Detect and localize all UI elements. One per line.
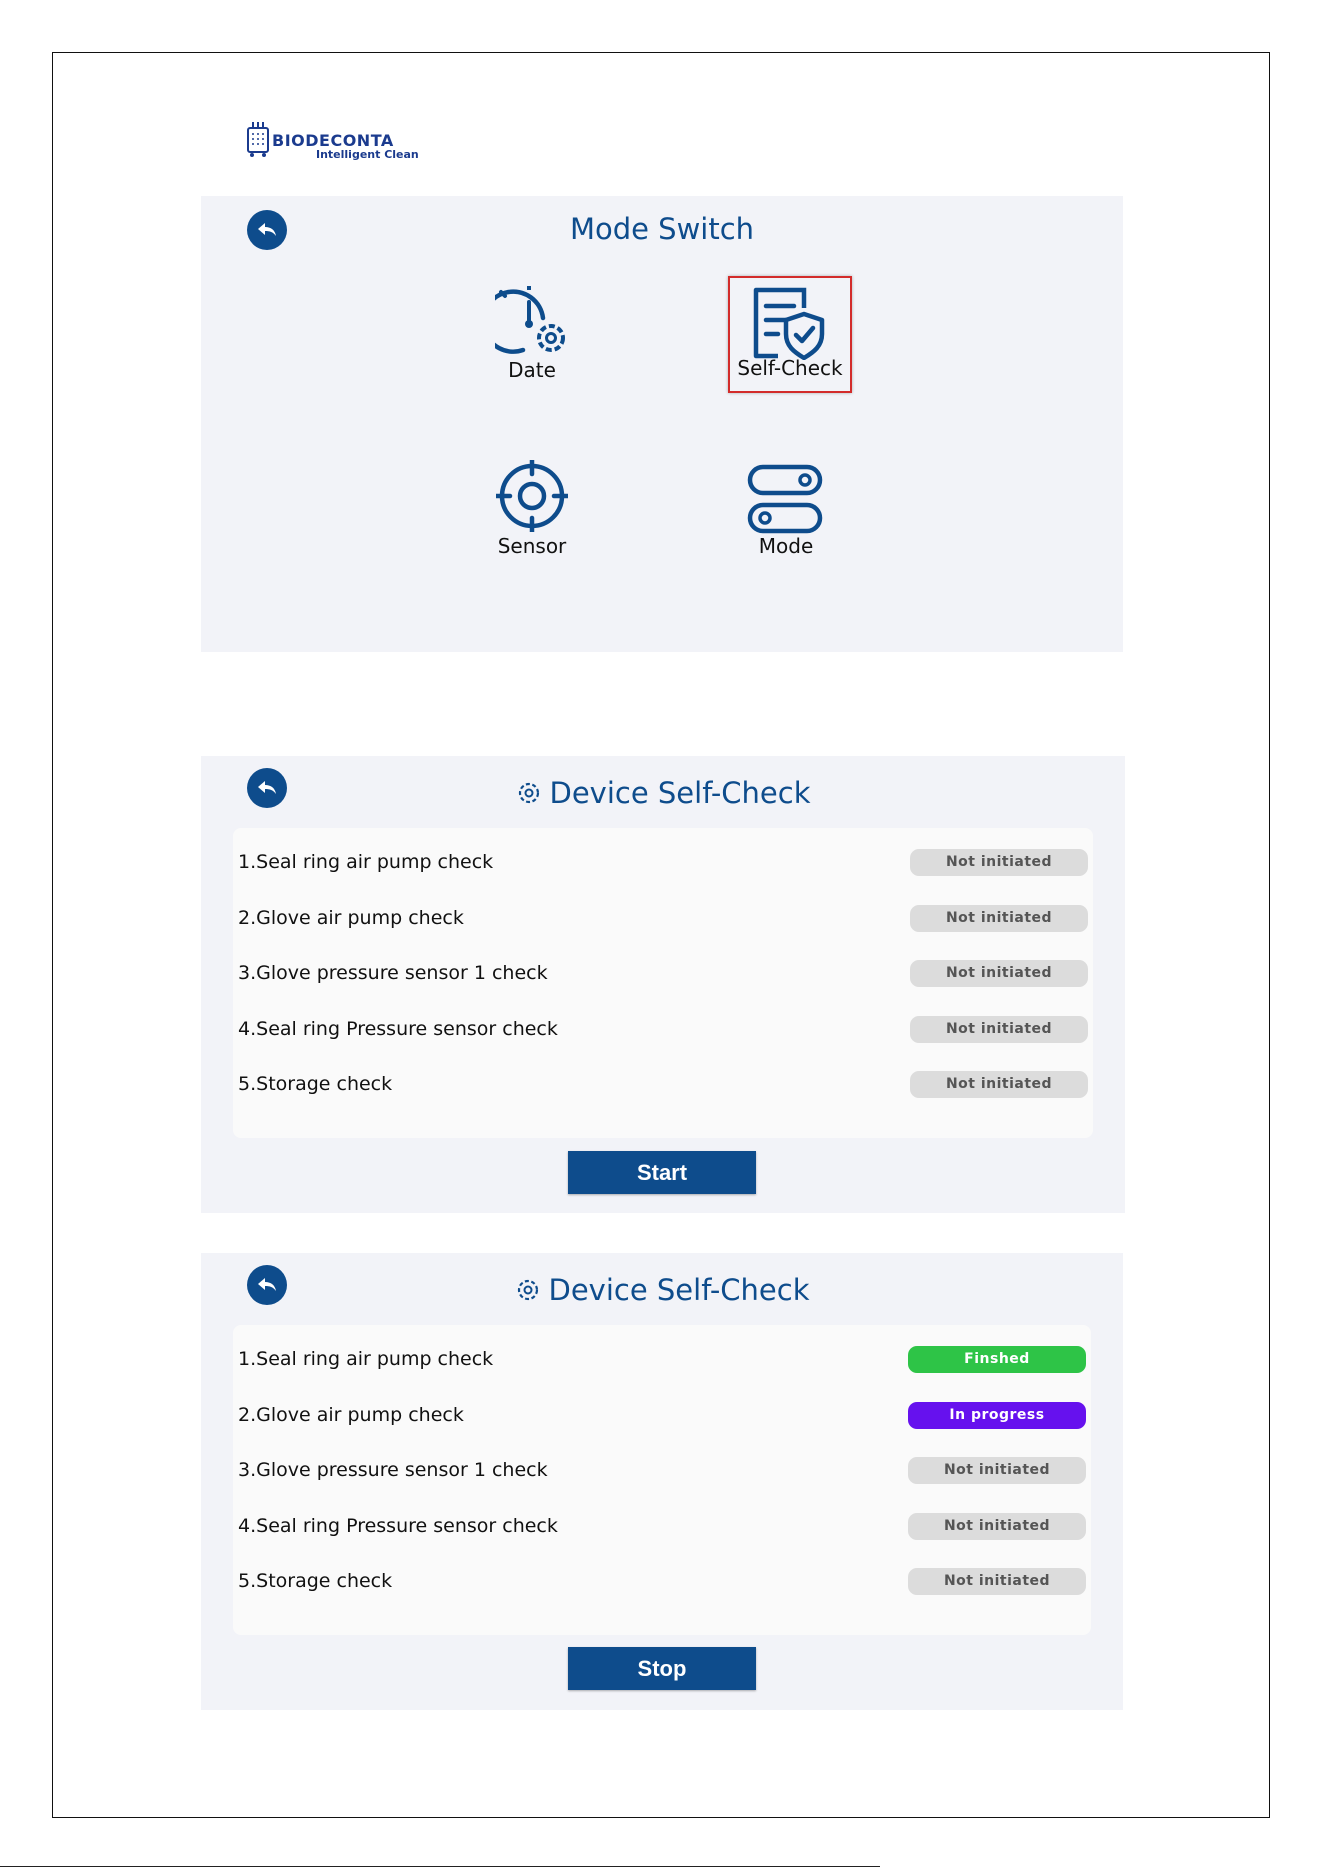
page-title: Device Self-Check [548,1273,810,1307]
check-list [233,828,1093,1138]
page-title: Device Self-Check [549,776,811,810]
check-label: 3.Glove pressure sensor 1 check [238,1459,548,1481]
status-badge: Not initiated [908,1457,1086,1484]
document-shield-icon [752,286,832,360]
list-item [238,1395,1086,1435]
list-item [238,842,1088,882]
status-badge: Not initiated [910,960,1088,987]
brand-name: BIODECONTA [272,131,394,150]
check-label: 1.Seal ring air pump check [238,1348,494,1370]
list-item [238,953,1088,993]
check-label: 4.Seal ring Pressure sensor check [238,1515,558,1537]
tile-date[interactable] [477,284,587,394]
list-item [238,1506,1086,1546]
device-logo-icon [246,120,270,158]
list-item [238,1009,1088,1049]
brand-logo [246,120,424,162]
status-badge: Not initiated [910,1071,1088,1098]
status-badge: Not initiated [908,1568,1086,1595]
brand-tagline: Intelligent Clean [316,148,419,161]
list-item [238,1064,1088,1104]
check-label: 4.Seal ring Pressure sensor check [238,1018,558,1040]
status-badge: Not initiated [908,1513,1086,1540]
stop-button[interactable]: Stop [568,1647,756,1690]
status-badge: Not initiated [910,1016,1088,1043]
footer-divider [0,1866,880,1867]
status-badge: Not initiated [910,849,1088,876]
self-check-panel-running [201,1253,1123,1710]
gear-icon [515,1277,541,1303]
mode-switch-panel [201,196,1123,652]
status-badge: Finshed [908,1346,1086,1373]
list-item [238,1339,1086,1379]
tile-self-check[interactable] [728,276,852,393]
panel-header [201,1273,1123,1307]
check-list [233,1325,1091,1635]
check-label: 5.Storage check [238,1570,393,1592]
check-label: 2.Glove air pump check [238,1404,464,1426]
tile-mode[interactable] [731,460,841,570]
check-label: 1.Seal ring air pump check [238,851,494,873]
page-title: Mode Switch [569,212,755,246]
toggle-icon [747,464,823,534]
check-label: 2.Glove air pump check [238,907,464,929]
tile-label: Sensor [497,534,567,558]
status-badge: Not initiated [910,905,1088,932]
clock-gear-icon [495,286,571,358]
panel-header [201,776,1125,810]
tile-label: Self-Check [737,356,843,380]
tile-label: Date [508,358,556,382]
gear-icon [516,780,542,806]
crosshair-icon [496,460,568,532]
tile-label: Mode [758,534,814,558]
check-label: 5.Storage check [238,1073,393,1095]
check-label: 3.Glove pressure sensor 1 check [238,962,548,984]
list-item [238,1450,1086,1490]
tile-sensor[interactable] [477,460,587,570]
start-button[interactable]: Start [568,1151,756,1194]
list-item [238,898,1088,938]
list-item [238,1561,1086,1601]
status-badge: In progress [908,1402,1086,1429]
self-check-panel-idle [201,756,1125,1213]
